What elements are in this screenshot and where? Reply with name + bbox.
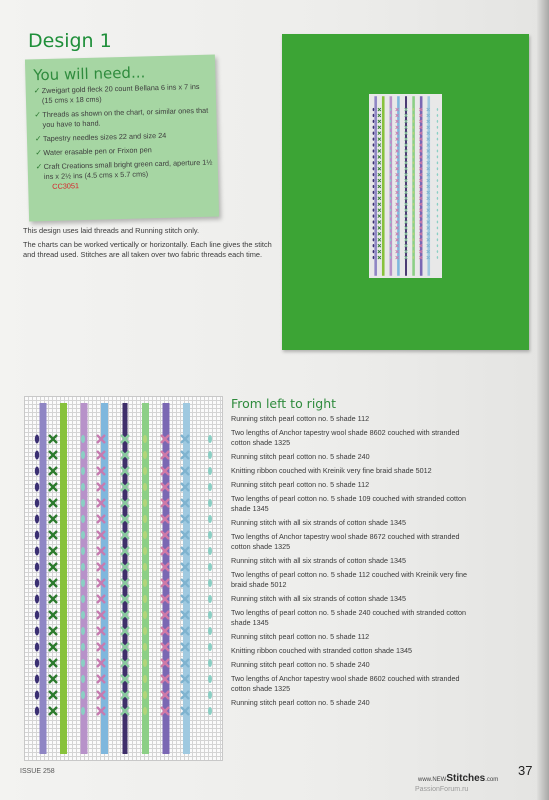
running-stitch <box>437 215 438 218</box>
running-stitch <box>390 114 391 117</box>
running-stitch <box>81 547 85 555</box>
running-stitch <box>81 467 85 475</box>
running-stitch <box>373 203 375 206</box>
thread-band <box>60 403 67 754</box>
running-stitch <box>413 126 414 129</box>
couching-cross <box>378 215 381 218</box>
running-stitch <box>208 547 212 555</box>
couching-cross <box>378 226 381 229</box>
running-stitch <box>35 675 39 684</box>
running-stitch <box>437 167 438 170</box>
running-stitch <box>373 214 375 217</box>
stitch-list-item: Running stitch with all six strands of cotton shade 1345 <box>231 594 406 603</box>
running-stitch <box>413 185 414 188</box>
couching-cross <box>49 435 57 443</box>
running-stitch <box>413 161 414 164</box>
running-stitch <box>35 435 39 444</box>
couching-cross <box>49 691 57 699</box>
couching-cross <box>378 132 381 135</box>
running-stitch <box>413 114 414 117</box>
stitch-list-item: Running stitch pearl cotton no. 5 shade 240 <box>231 698 370 707</box>
couching-cross <box>49 579 57 587</box>
running-stitch <box>373 132 375 135</box>
couching-cross <box>49 467 57 475</box>
stitch-list-item: Running stitch pearl cotton no. 5 shade 112 <box>231 414 370 423</box>
running-stitch <box>81 707 85 715</box>
stitch-list-item: Two lengths of pearl cotton no. 5 shade 109 couched with stranded cotton shade 1345 <box>231 494 466 513</box>
running-stitch <box>373 185 375 188</box>
running-stitch <box>143 467 147 475</box>
running-stitch <box>143 691 147 699</box>
couching-cross <box>378 185 381 188</box>
stitch-list-item: Running stitch with all six strands of cotton shade 1345 <box>231 556 406 565</box>
couching-cross <box>49 547 57 555</box>
running-stitch <box>437 120 438 123</box>
running-stitch <box>390 150 391 153</box>
card-aperture-stitching <box>369 94 442 278</box>
running-stitch <box>208 531 212 539</box>
running-stitch <box>208 707 212 715</box>
running-stitch <box>373 149 375 152</box>
couching-cross <box>49 707 57 715</box>
stitch-list-item: Running stitch pearl cotton no. 5 shade 240 <box>231 452 370 461</box>
stitch-list <box>231 414 471 712</box>
running-stitch <box>373 167 375 170</box>
couching-cross <box>378 114 381 117</box>
running-stitch <box>373 108 375 111</box>
requirement-item: ✓ Water erasable pen or Frixon pen <box>35 145 152 158</box>
thread-band <box>382 96 385 276</box>
running-stitch <box>413 203 414 206</box>
running-stitch <box>413 108 414 111</box>
running-stitch <box>81 451 85 459</box>
running-stitch <box>208 595 212 603</box>
running-stitch <box>35 467 39 476</box>
running-stitch <box>437 138 438 141</box>
running-stitch <box>81 435 85 443</box>
running-stitch <box>35 515 39 524</box>
intro-paragraph: This design uses laid threads and Running stitch only. <box>23 226 200 235</box>
running-stitch <box>143 531 147 539</box>
running-stitch <box>373 250 375 253</box>
couching-cross <box>49 643 57 651</box>
requirement-item: ✓ Craft Creations small bright green card, aperture 1½ ins x 2½ ins (4.5 cms x 5.7 cms) CC3051 <box>35 157 213 191</box>
running-stitch <box>143 595 147 603</box>
running-stitch <box>81 643 85 651</box>
couching-cross <box>378 238 381 241</box>
running-stitch <box>390 203 391 206</box>
requirement-item: ✓ Tapestry needles sizes 22 and size 24 <box>34 130 167 144</box>
running-stitch <box>390 132 391 135</box>
running-stitch <box>390 197 391 200</box>
running-stitch <box>143 563 147 571</box>
couching-cross <box>49 531 57 539</box>
running-stitch <box>413 120 414 123</box>
couching-cross <box>378 244 381 247</box>
issue-number: ISSUE 258 <box>20 768 55 775</box>
couching-cross <box>378 120 381 123</box>
couching-cross <box>378 155 381 158</box>
stitch-list-item: Two lengths of pearl cotton no. 5 shade 112 couched with Kreinik very fine braid shade 5012 <box>231 570 467 589</box>
running-stitch <box>413 256 414 259</box>
running-stitch <box>413 244 414 247</box>
running-stitch <box>35 595 39 604</box>
running-stitch <box>35 579 39 588</box>
running-stitch <box>373 209 375 212</box>
running-stitch <box>413 197 414 200</box>
running-stitch <box>373 244 375 247</box>
running-stitch <box>390 215 391 218</box>
running-stitch <box>437 108 438 111</box>
running-stitch <box>437 238 438 241</box>
running-stitch <box>437 250 438 253</box>
thread-band <box>374 96 377 276</box>
running-stitch <box>373 143 375 146</box>
running-stitch <box>143 579 147 587</box>
running-stitch <box>373 137 375 140</box>
check-icon: ✓ <box>35 148 43 158</box>
running-stitch <box>413 179 414 182</box>
running-stitch <box>35 451 39 460</box>
running-stitch <box>81 691 85 699</box>
stitch-list-item: Two lengths of Anchor tapestry wool shade 8602 couched with stranded cotton shade 1325 <box>231 428 460 447</box>
running-stitch <box>413 191 414 194</box>
running-stitch <box>35 691 39 700</box>
running-stitch <box>390 144 391 147</box>
running-stitch <box>413 138 414 141</box>
running-stitch <box>373 173 375 176</box>
running-stitch <box>373 197 375 200</box>
couching-cross <box>378 179 381 182</box>
requirement-item: ✓ Threads as shown on the chart, or similar ones that you have to hand. <box>34 105 209 130</box>
running-stitch <box>390 256 391 259</box>
running-stitch <box>390 244 391 247</box>
running-stitch <box>437 232 438 235</box>
running-stitch <box>81 579 85 587</box>
couching-cross <box>49 659 57 667</box>
running-stitch <box>413 221 414 224</box>
running-stitch <box>413 150 414 153</box>
running-stitch <box>373 161 375 164</box>
running-stitch <box>390 209 391 212</box>
running-stitch <box>143 483 147 491</box>
running-stitch <box>373 256 375 259</box>
running-stitch <box>413 232 414 235</box>
couching-cross <box>378 256 381 259</box>
running-stitch <box>437 132 438 135</box>
running-stitch <box>208 627 212 635</box>
couching-cross <box>378 161 381 164</box>
running-stitch <box>373 220 375 223</box>
running-stitch <box>437 197 438 200</box>
running-stitch <box>35 707 39 716</box>
couching-cross <box>378 203 381 206</box>
running-stitch <box>437 173 438 176</box>
running-stitch <box>390 191 391 194</box>
stitch-list-item: Two lengths of Anchor tapestry wool shade 8602 couched with stranded cotton shade 1325 <box>231 674 460 693</box>
stitch-list-item: Running stitch pearl cotton no. 5 shade 112 <box>231 632 370 641</box>
running-stitch <box>437 144 438 147</box>
running-stitch <box>437 179 438 182</box>
running-stitch <box>373 120 375 123</box>
check-icon: ✓ <box>34 134 42 144</box>
product-code: CC3051 <box>52 181 80 191</box>
running-stitch <box>413 250 414 253</box>
design-title: Design 1 <box>28 30 112 52</box>
running-stitch <box>81 499 85 507</box>
running-stitch <box>373 179 375 182</box>
thread-band <box>40 403 47 754</box>
couching-cross <box>378 191 381 194</box>
running-stitch <box>437 185 438 188</box>
running-stitch <box>413 173 414 176</box>
running-stitch <box>143 675 147 683</box>
requirements-note <box>25 55 219 222</box>
stitch-list-item: Running stitch pearl cotton no. 5 shade 240 <box>231 660 370 669</box>
couching-cross <box>378 108 381 111</box>
running-stitch <box>413 209 414 212</box>
running-stitch <box>437 256 438 259</box>
running-stitch <box>413 144 414 147</box>
running-stitch <box>413 238 414 241</box>
running-stitch <box>208 611 212 619</box>
couching-cross <box>49 611 57 619</box>
website-url: www.NEWStitches.com <box>418 773 499 784</box>
intro-text <box>23 226 273 264</box>
running-stitch <box>390 108 391 111</box>
couching-cross <box>378 144 381 147</box>
watermark: PassionForum.ru <box>415 786 469 793</box>
running-stitch <box>143 451 147 459</box>
running-stitch <box>437 221 438 224</box>
running-stitch <box>208 499 212 507</box>
running-stitch <box>35 627 39 636</box>
check-icon: ✓ <box>35 162 43 172</box>
running-stitch <box>208 691 212 699</box>
running-stitch <box>81 611 85 619</box>
couching-cross <box>378 167 381 170</box>
running-stitch <box>143 499 147 507</box>
check-icon: ✓ <box>33 86 41 96</box>
stitch-list-heading: From left to right <box>231 396 337 411</box>
stitch-list-item: Running stitch with all six strands of cotton shade 1345 <box>231 518 406 527</box>
running-stitch <box>390 138 391 141</box>
running-stitch <box>35 547 39 556</box>
running-stitch <box>390 179 391 182</box>
stitch-list-item: Knitting ribbon couched with Kreinik very fine braid shade 5012 <box>231 466 432 475</box>
running-stitch <box>437 114 438 117</box>
running-stitch <box>208 643 212 651</box>
running-stitch <box>208 451 212 459</box>
running-stitch <box>373 114 375 117</box>
running-stitch <box>208 515 212 523</box>
requirements-list <box>34 82 215 197</box>
couching-cross <box>49 675 57 683</box>
running-stitch <box>208 659 212 667</box>
stitch-list-item: Two lengths of Anchor tapestry wool shade 8672 couched with stranded cotton shade 1325 <box>231 532 460 551</box>
running-stitch <box>373 191 375 194</box>
running-stitch <box>35 643 39 652</box>
running-stitch <box>390 185 391 188</box>
running-stitch <box>437 203 438 206</box>
running-stitch <box>208 675 212 683</box>
running-stitch <box>437 126 438 129</box>
couching-cross <box>378 197 381 200</box>
running-stitch <box>35 483 39 492</box>
couching-cross <box>378 232 381 235</box>
running-stitch <box>437 161 438 164</box>
couching-cross <box>49 627 57 635</box>
stitch-list-item: Two lengths of pearl cotton no. 5 shade 240 couched with stranded cotton shade 1345 <box>231 608 466 627</box>
running-stitch <box>143 547 147 555</box>
stitch-list-item: Knitting ribbon couched with stranded cotton shade 1345 <box>231 646 413 655</box>
running-stitch <box>81 483 85 491</box>
running-stitch <box>437 150 438 153</box>
running-stitch <box>35 531 39 540</box>
page-number: 37 <box>518 763 533 778</box>
couching-cross <box>49 515 57 523</box>
running-stitch <box>390 232 391 235</box>
running-stitch <box>143 515 147 523</box>
running-stitch <box>373 155 375 158</box>
stitch-list-item: Running stitch pearl cotton no. 5 shade 112 <box>231 480 370 489</box>
running-stitch <box>373 238 375 241</box>
running-stitch <box>413 155 414 158</box>
running-stitch <box>35 611 39 620</box>
running-stitch <box>413 167 414 170</box>
couching-cross <box>49 451 57 459</box>
running-stitch <box>35 563 39 572</box>
running-stitch <box>143 707 147 715</box>
couching-cross <box>49 563 57 571</box>
running-stitch <box>81 627 85 635</box>
running-stitch <box>81 531 85 539</box>
running-stitch <box>390 221 391 224</box>
running-stitch <box>437 226 438 229</box>
running-stitch <box>208 483 212 491</box>
couching-cross <box>49 595 57 603</box>
running-stitch <box>81 563 85 571</box>
running-stitch <box>143 643 147 651</box>
couching-cross <box>378 126 381 129</box>
finished-card-photo <box>282 34 529 350</box>
couching-cross <box>378 150 381 153</box>
running-stitch <box>390 226 391 229</box>
couching-cross <box>378 250 381 253</box>
running-stitch <box>390 126 391 129</box>
running-stitch <box>208 435 212 443</box>
running-stitch <box>143 611 147 619</box>
couching-cross <box>378 173 381 176</box>
requirement-item: ✓ Zweigart gold fleck 20 count Bellana 6 ins x 7 ins (15 cms x 18 cms) <box>33 81 200 106</box>
running-stitch <box>390 155 391 158</box>
running-stitch <box>373 226 375 229</box>
stitch-chart <box>24 396 223 761</box>
running-stitch <box>208 563 212 571</box>
couching-cross <box>378 221 381 224</box>
running-stitch <box>437 191 438 194</box>
running-stitch <box>413 226 414 229</box>
running-stitch <box>437 244 438 247</box>
running-stitch <box>390 250 391 253</box>
couching-cross <box>378 138 381 141</box>
running-stitch <box>35 659 39 668</box>
running-stitch <box>390 173 391 176</box>
requirements-heading: You will need... <box>33 63 146 85</box>
running-stitch <box>81 659 85 667</box>
page-edge <box>537 0 549 800</box>
running-stitch <box>413 215 414 218</box>
running-stitch <box>81 595 85 603</box>
running-stitch <box>81 675 85 683</box>
running-stitch <box>208 467 212 475</box>
running-stitch <box>143 435 147 443</box>
running-stitch <box>390 238 391 241</box>
intro-paragraph: The charts can be worked vertically or horizontally. Each line gives the stitch and thread used. Stitches are all taken over two fabric threads each time. <box>23 240 272 259</box>
running-stitch <box>35 499 39 508</box>
running-stitch <box>437 209 438 212</box>
running-stitch <box>390 167 391 170</box>
couching-cross <box>49 499 57 507</box>
running-stitch <box>413 132 414 135</box>
running-stitch <box>437 155 438 158</box>
couching-cross <box>378 209 381 212</box>
couching-cross <box>49 483 57 491</box>
running-stitch <box>81 515 85 523</box>
running-stitch <box>143 659 147 667</box>
running-stitch <box>390 161 391 164</box>
check-icon: ✓ <box>34 110 42 120</box>
running-stitch <box>373 126 375 129</box>
running-stitch <box>208 579 212 587</box>
running-stitch <box>373 232 375 235</box>
running-stitch <box>390 120 391 123</box>
running-stitch <box>143 627 147 635</box>
